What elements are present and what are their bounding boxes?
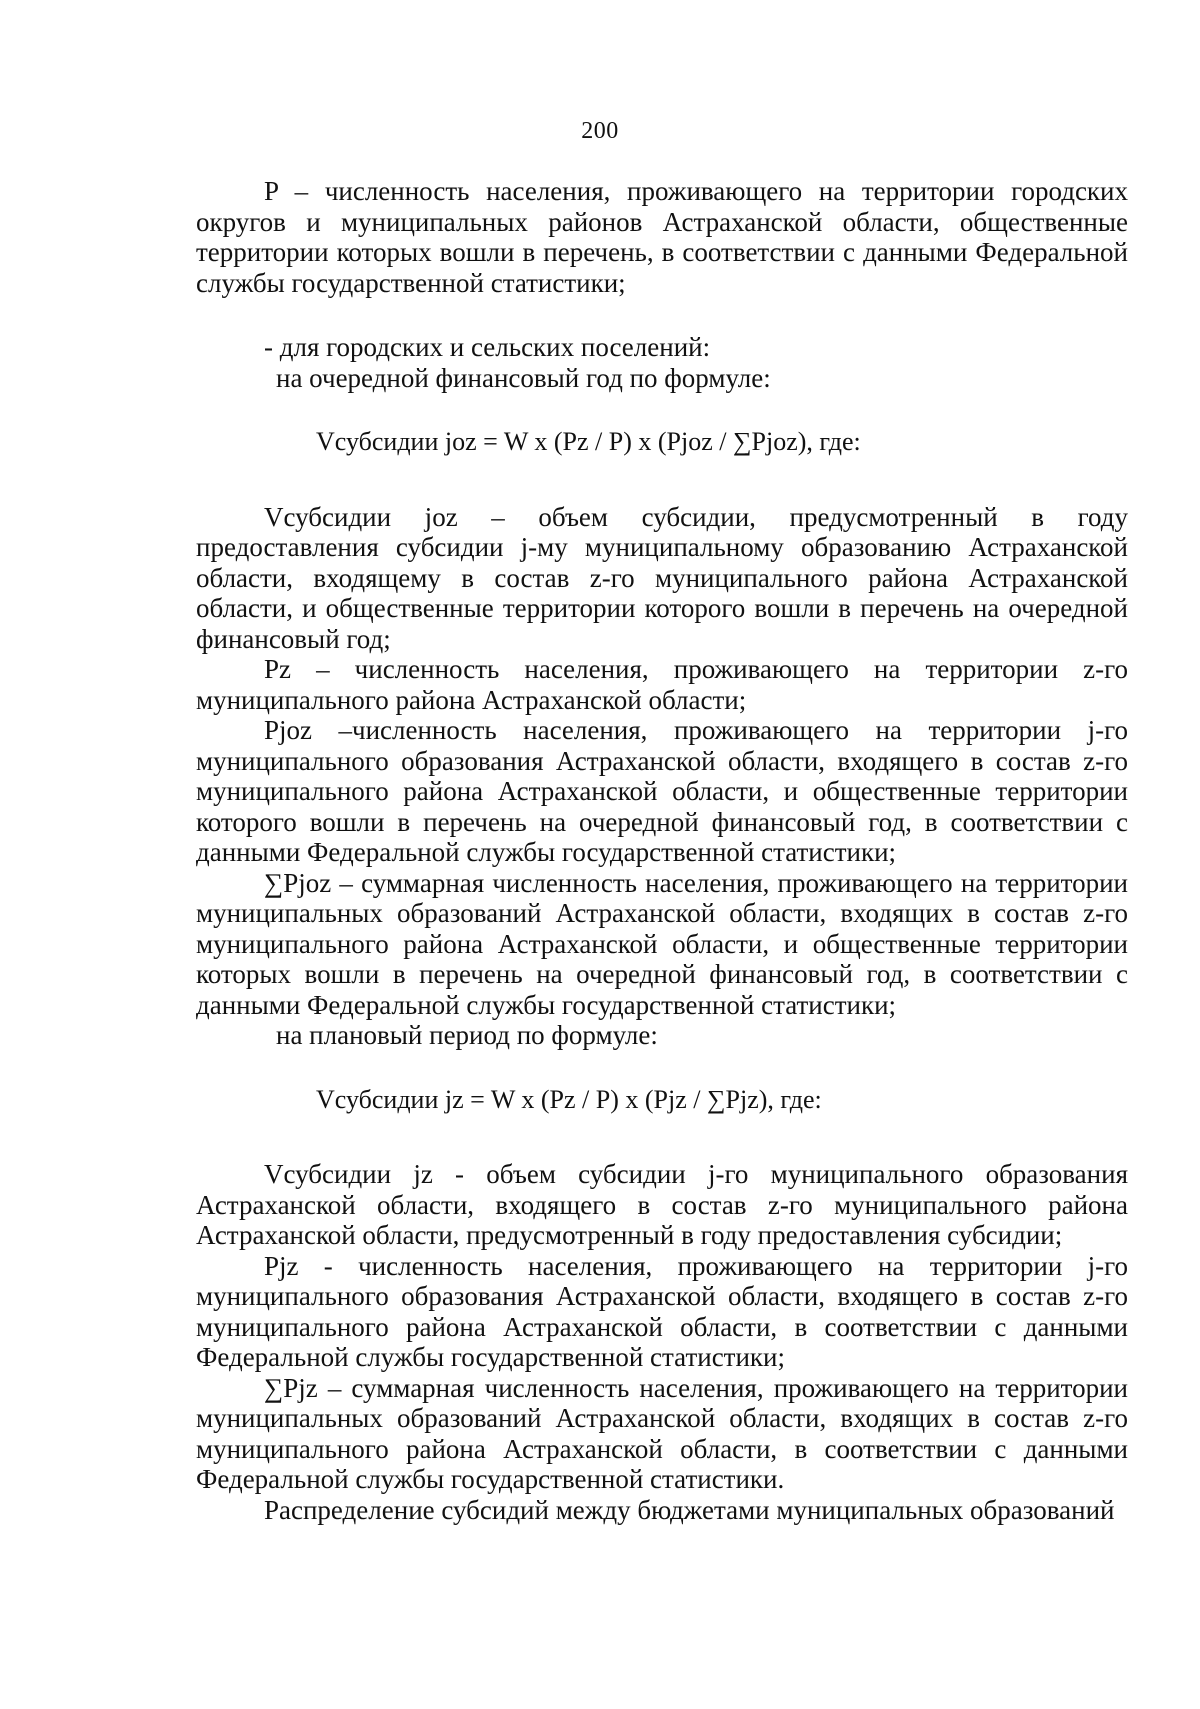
paragraph-pz-definition: Pz – численность населения, проживающего на территории z-го муниципального района Астраханской области;	[196, 654, 1128, 715]
paragraph-distribution: Распределение субсидий между бюджетами муниципальных образований	[264, 1494, 1115, 1525]
formula-subsidy-jz: Vсубсидии jz = W x (Pz / P) x (Pjz / ∑Pjz), где:	[316, 1084, 822, 1114]
paragraph-pjz-definition: Pjz - численность населения, проживающего на территории j-го муниципального образования Астраханской области, входящего в состав z-го муниципального района Астраханской области, в соответствии с данными Федеральной службы государственной статистики;	[196, 1250, 1128, 1372]
paragraph-next-year-formula-intro: на очередной финансовый год по формуле:	[276, 362, 771, 393]
formula-subsidy-joz: Vсубсидии joz = W x (Pz / P) x (Pjoz / ∑Pjoz), где:	[316, 427, 861, 456]
paragraph-settlements-heading: - для городских и сельских поселений:	[264, 332, 711, 362]
document-body	[196, 176, 1128, 1525]
paragraph-sum-pjoz-definition: ∑Pjoz – суммарная численность населения, проживающего на территории муниципальных образований Астраханской области, входящих в состав z-го муниципального района Астраханской области, и общественные территории которых вошли в перечень на очередной финансовый год, в соответствии с данными Федеральной службы государственной статистики;	[196, 867, 1128, 1020]
page-number: 200	[581, 118, 619, 144]
paragraph-p-definition: P – численность населения, проживающего на территории городских округов и муниципальных районов Астраханской области, общественные территории которых вошли в перечень, в соответствии с данными Федеральной службы государственной статистики;	[196, 176, 1128, 298]
paragraph-v-jz-definition: Vсубсидии jz - объем субсидии j-го муниципального образования Астраханской области, входящего в состав z-го муниципального района Астраханской области, предусмотренный в году предоставления субсидии;	[196, 1159, 1128, 1250]
paragraph-pjoz-definition: Pjoz –численность населения, проживающего на территории j-го муниципального образования Астраханской области, входящего в состав z-го муниципального района Астраханской области, и общественные территории которого вошли в перечень на очередной финансовый год, в соответствии с данными Федеральной службы государственной статистики;	[196, 715, 1128, 867]
paragraph-planning-period-intro: на плановый период по формуле:	[276, 1020, 658, 1050]
paragraph-sum-pjz-definition: ∑Pjz – суммарная численность населения, проживающего на территории муниципальных образований Астраханской области, входящих в состав z-го муниципального района Астраханской области, в соответствии с данными Федеральной службы государственной статистики.	[196, 1372, 1128, 1494]
paragraph-v-joz-definition: Vсубсидии joz – объем субсидии, предусмотренный в году предоставления субсидии j-му муниципальному образованию Астраханской области, входящему в состав z-го муниципального района Астраханской области, и общественные территории которого вошли в перечень на очередной финансовый год;	[196, 501, 1128, 654]
